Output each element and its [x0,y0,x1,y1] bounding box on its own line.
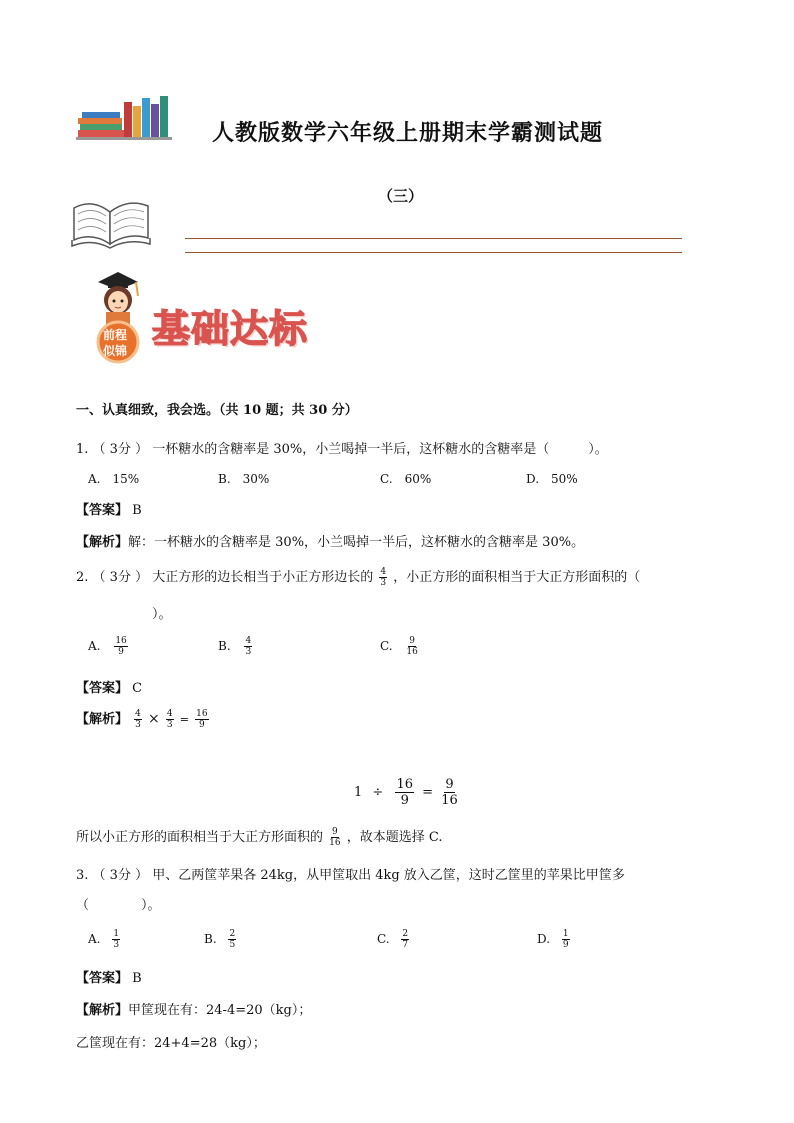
q2-option-a[interactable]: A. $\frac{16}{9}$ [88,636,127,657]
q3-analysis-2: 乙筐现在有：24+4=28（kg）； [76,1036,266,1051]
q3-option-d[interactable]: D. $\frac{1}{9}$ [537,929,569,950]
analysis-label: 【解析】 [76,712,129,727]
q2-stem-fraction: $\frac{4}{3}$ [380,567,387,588]
analysis-text: 解：一杯糖水的含糖率是 30%，小兰喝掉一半后，这杯糖水的含糖率是 30%。 [128,535,585,550]
q2-stem-close: ）。 [152,607,172,622]
q3-option-a[interactable]: A. $\frac{1}{3}$ [88,929,120,950]
answer-label: 【答案】 [76,503,129,518]
title-divider-top [185,238,682,239]
open-book-icon [70,192,152,250]
q3-analysis-1: 【解析】甲筐现在有：24-4=20（kg）； [76,1003,312,1018]
page-title: 人教版数学六年级上册期末学霸测试题 [212,120,604,146]
answer-value: B [132,503,142,518]
q3-answer [76,967,142,986]
q2-option-c[interactable]: C. $\frac{9}{16}$ [380,636,418,657]
section-heading: 一、认真细致，我会选。（共 10 题；共 30 分） [76,403,358,418]
answer-label: 【答案】 [76,681,129,696]
q2-stem-part-b: ，小正方形的面积相当于大正方形面积的（ [393,570,641,585]
q3-stem: 3. （ 3分 ） 甲、乙两筐苹果各 24kg，从甲筐取出 4kg 放入乙筐，这时乙筐里的苹果比甲筐多 [76,868,625,883]
q1-option-d[interactable]: D. 50% [526,472,578,486]
section-banner: 基础达标 [152,307,309,351]
q1-option-c[interactable]: C. 60% [380,472,432,486]
title-divider-bottom [185,252,682,253]
q1-analysis [76,531,584,550]
q1-answer [76,499,142,518]
q2-analysis-eq1: 【解析】 $\frac{4}{3}$ × $\frac{4}{3}$ = $\frac{16}{9}$ [76,709,208,730]
q1-stem: 1. （ 3分 ） 一杯糖水的含糖率是 30%，小兰喝掉一半后，这杯糖水的含糖率是（ ）。 [76,442,608,457]
badge-text-top: 前程 [103,328,128,342]
q2-answer [76,677,142,696]
q3-option-c[interactable]: C. $\frac{2}{7}$ [377,929,409,950]
q3-option-b[interactable]: B. $\frac{2}{5}$ [204,929,236,950]
q2-analysis-eq2: 1 ÷ $\frac{16}{9}$ = $\frac{9}{16}$ [354,777,458,808]
analysis-label: 【解析】 [76,535,129,550]
page-subtitle: （三） [378,187,424,205]
q3-stem-close: （ ）。 [76,898,161,913]
q1-option-a[interactable]: A. 15% [88,472,140,486]
answer-value: B [132,971,142,986]
answer-label: 【答案】 [76,971,129,986]
badge-text-bottom: 似锦 [103,344,128,358]
q2-conclusion: 所以小正方形的面积相当于大正方形面积的 $\frac{9}{16}$ ，故本题选择 C. [76,827,443,848]
q2-option-b[interactable]: B. $\frac{4}{3}$ [218,636,252,657]
answer-value: C [132,681,143,696]
books-stack-icon [76,94,176,142]
q1-option-b[interactable]: B. 30% [218,472,270,486]
q2-stem [76,566,640,588]
analysis-label: 【解析】 [76,1003,129,1018]
q2-stem-part-a: 2. （ 3分 ） 大正方形的边长相当于小正方形边长的 [76,570,374,585]
